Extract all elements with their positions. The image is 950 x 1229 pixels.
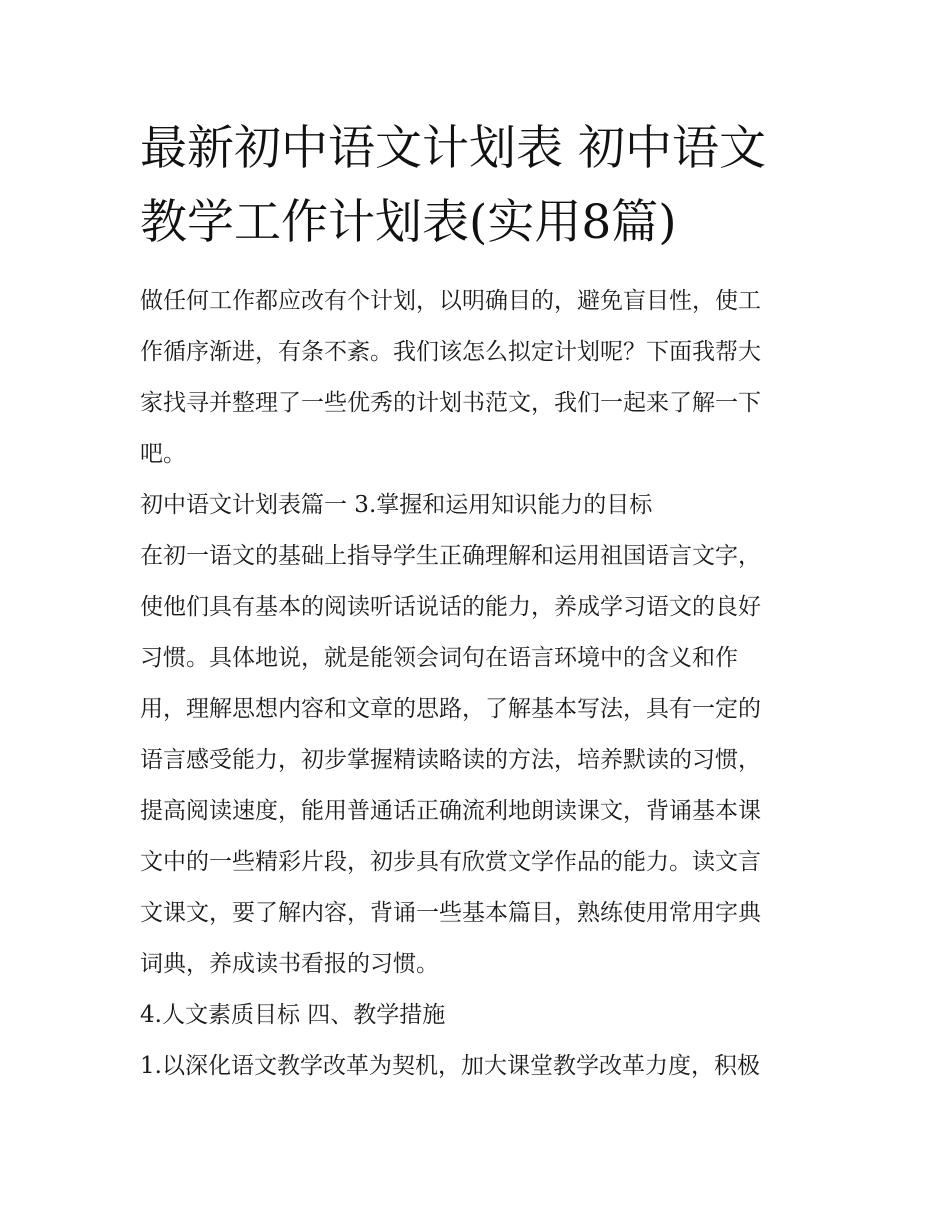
body-line-2: 作循序渐进，有条不紊。我们该怎么拟定计划呢？下面我帮大 xyxy=(140,339,761,365)
body-line-7: 使他们具有基本的阅读听话说话的能力，养成学习语文的良好 xyxy=(140,594,761,620)
section-heading-line: 初中语文计划表篇一 3.掌握和运用知识能力的目标 xyxy=(140,492,653,518)
body-line-15: 4.人文素质目标 四、教学措施 xyxy=(140,1002,446,1028)
title-line-1: 最新初中语文计划表 初中语文 xyxy=(140,121,766,176)
body-line-12: 文中的一些精彩片段，初步具有欣赏文学作品的能力。读文言 xyxy=(140,849,761,875)
body-line-10: 语言感受能力，初步掌握精读略读的方法，培养默读的习惯， xyxy=(140,747,761,773)
body-line-14: 词典，养成读书看报的习惯。 xyxy=(140,951,439,977)
body-line-9: 用，理解思想内容和文章的思路，了解基本写法，具有一定的 xyxy=(140,696,761,722)
body-line-8: 习惯。具体地说，就是能领会词句在语言环境中的含义和作 xyxy=(140,645,738,671)
body-line-4: 吧。 xyxy=(140,441,186,467)
body-line-6: 在初一语文的基础上指导学生正确理解和运用祖国语言文字， xyxy=(140,543,761,569)
title-line-2: 教学工作计划表(实用8篇) xyxy=(140,195,677,250)
body-line-13: 文课文，要了解内容，背诵一些基本篇目，熟练使用常用字典 xyxy=(140,900,761,926)
document-title xyxy=(140,112,830,260)
body-line-3: 家找寻并整理了一些优秀的计划书范文，我们一起来了解一下 xyxy=(140,390,761,416)
body-line-1: 做任何工作都应改有个计划，以明确目的，避免盲目性，使工 xyxy=(140,288,761,314)
body-line-11: 提高阅读速度，能用普通话正确流利地朗读课文，背诵基本课 xyxy=(140,798,761,824)
body-line-16: 1.以深化语文教学改革为契机，加大课堂教学改革力度，积极 xyxy=(140,1053,760,1079)
document-body xyxy=(140,276,820,1092)
